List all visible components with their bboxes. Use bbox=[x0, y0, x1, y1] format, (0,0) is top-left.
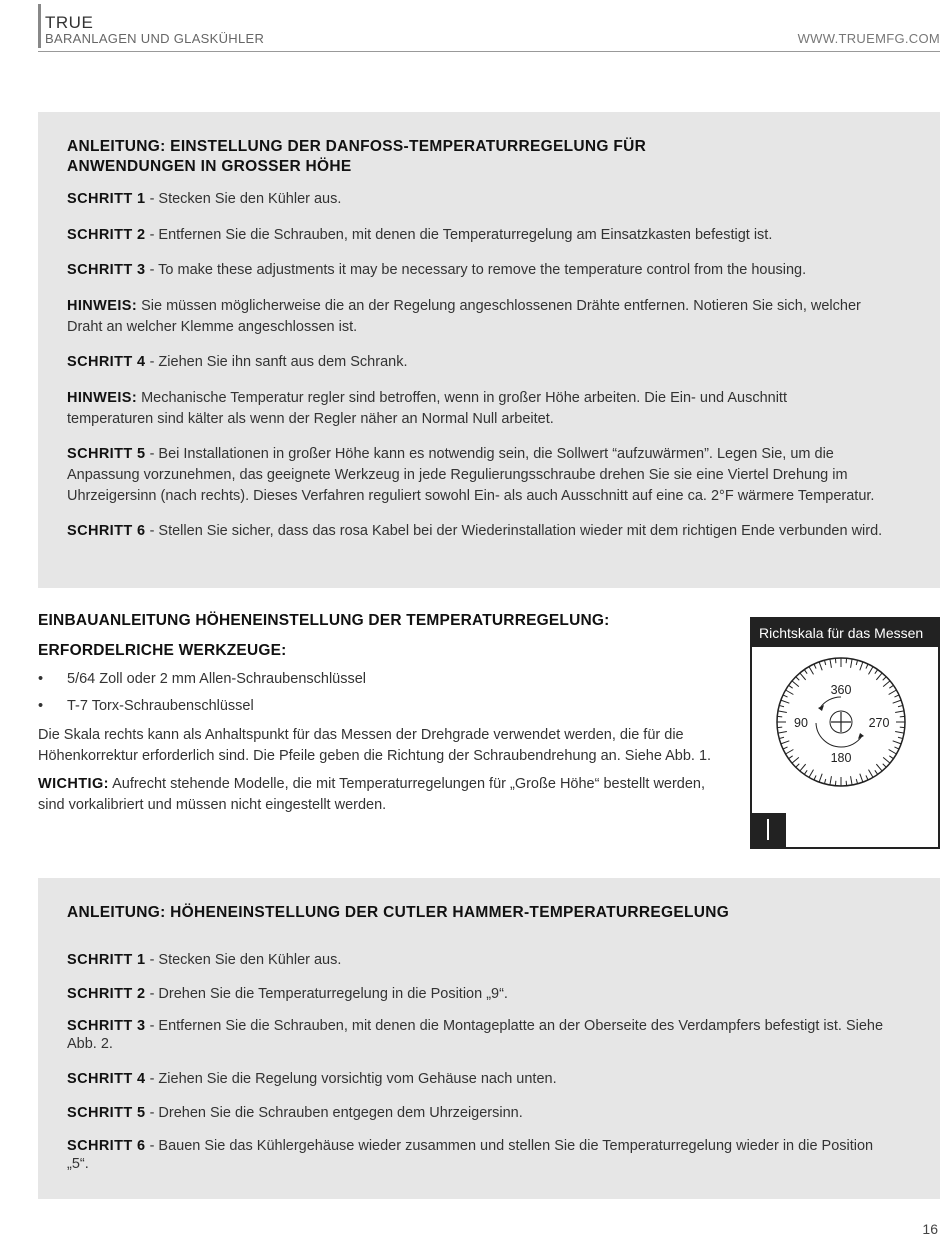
rotation-arc-bottom bbox=[816, 723, 841, 747]
dial-tick bbox=[800, 673, 806, 680]
dial-tick bbox=[893, 700, 901, 703]
cutler-hammer-instructions-box bbox=[38, 878, 940, 1199]
figure-number-mark bbox=[767, 819, 769, 840]
install-title: EINBAUANLEITUNG HÖHENEINSTELLUNG DER TEMPERATURREGELUNG: bbox=[38, 612, 610, 629]
danfoss-instructions-box bbox=[38, 112, 940, 588]
step-text: - Stecken Sie den Kühler aus. bbox=[149, 191, 342, 207]
danfoss-step-3 bbox=[67, 260, 806, 281]
dial-title: Richtskala für das Messen bbox=[752, 619, 938, 647]
step-label: SCHRITT 4 bbox=[67, 354, 146, 370]
dial-tick bbox=[883, 764, 887, 768]
dial-tick bbox=[876, 764, 882, 771]
cutler-step-3 bbox=[67, 1017, 883, 1053]
step-text: - Stecken Sie den Kühler aus. bbox=[149, 952, 342, 968]
step-label: SCHRITT 5 bbox=[67, 1105, 146, 1121]
header-subtitle: BARANLAGEN UND GLASKÜHLER bbox=[45, 31, 265, 46]
cutler-step-6 bbox=[67, 1137, 873, 1173]
dial-tick bbox=[819, 662, 822, 670]
step-text: - Stellen Sie sicher, dass das rosa Kabel bei der Wiederinstallation wieder mit dem richtigen Ende verbunden wird. bbox=[149, 523, 883, 539]
danfoss-step-1 bbox=[67, 189, 341, 210]
brand-name: TRUE bbox=[45, 13, 94, 32]
bullet-glyph: • bbox=[38, 671, 44, 687]
dial-tick bbox=[830, 659, 832, 668]
dial-tick bbox=[796, 677, 800, 681]
danfoss-heading-line: ANWENDUNGEN IN GROSSER HÖHE bbox=[67, 158, 352, 175]
dial-tick bbox=[824, 779, 825, 784]
website-url: WWW.TRUEMFG.COM bbox=[797, 31, 940, 46]
cutler-step-1 bbox=[67, 950, 341, 971]
step-label: SCHRITT 4 bbox=[67, 1071, 146, 1087]
step-label: SCHRITT 1 bbox=[67, 952, 146, 968]
dial-tick bbox=[895, 711, 904, 713]
dial-tick bbox=[883, 677, 887, 681]
dial-tick bbox=[800, 764, 806, 771]
tools-title: ERFORDELRICHE WERKZEUGE: bbox=[38, 642, 287, 659]
dial-tick bbox=[778, 711, 787, 713]
dial-tick bbox=[856, 660, 857, 665]
dial-tick bbox=[830, 776, 832, 785]
step-text: - Ziehen Sie die Regelung vorsichtig vom Gehäuse nach unten. bbox=[149, 1071, 557, 1087]
measuring-dial-figure bbox=[750, 617, 940, 849]
step-text: - Entfernen Sie die Schrauben, mit denen die Montageplatte an der Oberseite des Verdampfers befestigt ist. Siehe bbox=[149, 1018, 884, 1034]
note-text: Sie müssen möglicherweise die an der Regelung angeschlossenen Drähte entfernen. Notieren Sie sich, welcher bbox=[141, 298, 861, 314]
dial-tick bbox=[866, 775, 868, 780]
step-text: - Drehen Sie die Temperaturregelung in die Position „9“. bbox=[149, 986, 508, 1002]
note-label: HINWEIS: bbox=[67, 390, 138, 406]
important-note bbox=[38, 774, 728, 816]
dial-tick bbox=[898, 705, 903, 706]
dial-tick bbox=[860, 774, 863, 782]
dial-tick bbox=[866, 664, 868, 669]
step-text: Uhrzeigersinn (nach rechts). Dieses Verfahren reguliert sowohl Ein- als auch Ausschnitt auf eine ca. 2°F wärmere Temperatur. bbox=[67, 488, 875, 504]
paragraph-line: Die Skala rechts kann als Anhaltspunkt für das Messen der Drehgrade verwendet werden, die für die bbox=[38, 727, 684, 743]
header-accent-bar bbox=[38, 4, 41, 48]
step-text: - To make these adjustments it may be necessary to remove the temperature control from the housing. bbox=[149, 262, 807, 278]
dial-tick bbox=[814, 664, 816, 669]
dial-tick bbox=[809, 770, 814, 778]
dial-tick bbox=[796, 764, 800, 768]
dial-tick bbox=[856, 779, 857, 784]
dial-tick bbox=[851, 659, 853, 668]
danfoss-step-5 bbox=[67, 444, 874, 507]
paragraph-line: Höhenkorrektur erforderlich sind. Die Pfeile geben die Richtung der Schraubendrehung an. Siehe Abb. 1. bbox=[38, 748, 712, 764]
dial-tick bbox=[894, 695, 899, 697]
dial-tick bbox=[860, 662, 863, 670]
dial-tick bbox=[894, 747, 899, 749]
dial-tick bbox=[779, 705, 784, 706]
important-text: Aufrecht stehende Modelle, die mit Temperaturregelungen für „Große Höhe“ bestellt werden, bbox=[108, 776, 706, 792]
dial-tick bbox=[883, 757, 890, 763]
dial-tick bbox=[783, 747, 788, 749]
step-text: - Ziehen Sie ihn sanft aus dem Schrank. bbox=[149, 354, 408, 370]
tool-text: T-7 Torx-Schraubenschlüssel bbox=[67, 698, 254, 714]
step-label: SCHRITT 1 bbox=[67, 191, 146, 207]
tool-text: 5/64 Zoll oder 2 mm Allen-Schraubenschlüssel bbox=[67, 671, 367, 687]
figure-number-badge bbox=[752, 813, 786, 847]
note-label: HINWEIS: bbox=[67, 298, 138, 314]
dial-tick bbox=[889, 690, 897, 695]
step-label: SCHRITT 2 bbox=[67, 227, 146, 243]
note-text: Draht an welcher Klemme angeschlossen ist. bbox=[67, 319, 358, 335]
dial-tick bbox=[809, 667, 814, 675]
danfoss-step-6 bbox=[67, 521, 882, 542]
dial-tick bbox=[824, 660, 825, 665]
step-text: Abb. 2. bbox=[67, 1036, 113, 1052]
dial-tick bbox=[898, 737, 903, 738]
dial-tick bbox=[876, 673, 882, 680]
page-header bbox=[38, 0, 940, 52]
dial-tick bbox=[895, 732, 904, 734]
step-label: SCHRITT 3 bbox=[67, 1018, 146, 1034]
dial-tick bbox=[851, 776, 853, 785]
danfoss-note-1 bbox=[67, 296, 861, 338]
dial-tick bbox=[786, 750, 794, 755]
cutler-step-2 bbox=[67, 984, 508, 1005]
step-label: SCHRITT 3 bbox=[67, 262, 146, 278]
dial-tick bbox=[869, 667, 874, 675]
cutler-step-4 bbox=[67, 1069, 557, 1090]
danfoss-step-2 bbox=[67, 225, 772, 246]
step-text: - Entfernen Sie die Schrauben, mit denen die Temperaturregelung am Einsatzkasten befestigt ist. bbox=[149, 227, 773, 243]
step-text: Anpassung vorzunehmen, das geeignete Werkzeug in jede Regulierungsschraube drehen Sie sie eine Viertel Drehung im bbox=[67, 467, 848, 483]
dial-tick bbox=[792, 681, 799, 687]
dial-tick bbox=[883, 681, 890, 687]
dial-tick bbox=[778, 732, 787, 734]
dial-label-90: 90 bbox=[794, 716, 808, 730]
step-label: SCHRITT 6 bbox=[67, 523, 146, 539]
cutler-heading: ANLEITUNG: HÖHENEINSTELLUNG DER CUTLER HAMMER-TEMPERATURREGELUNG bbox=[67, 904, 730, 921]
dial-tick bbox=[819, 774, 822, 782]
dial-tick bbox=[781, 741, 789, 744]
step-text: - Drehen Sie die Schrauben entgegen dem Uhrzeigersinn. bbox=[149, 1105, 523, 1121]
dial-label-270: 270 bbox=[868, 716, 890, 730]
cutler-step-5 bbox=[67, 1103, 523, 1124]
dial-tick bbox=[792, 757, 799, 763]
danfoss-heading-line: ANLEITUNG: EINSTELLUNG DER DANFOSS-TEMPERATURREGELUNG FÜR bbox=[67, 138, 647, 155]
dial-tick bbox=[893, 741, 901, 744]
step-text: „5“. bbox=[67, 1156, 89, 1172]
dial-tick bbox=[786, 690, 794, 695]
dial-tick bbox=[889, 750, 897, 755]
important-text: sind vorkalibriert und müssen nicht eingestellt werden. bbox=[38, 797, 387, 813]
bullet-glyph: • bbox=[38, 698, 44, 714]
dial-tick bbox=[814, 775, 816, 780]
dial-label-180: 180 bbox=[830, 751, 852, 765]
important-label: WICHTIG: bbox=[38, 776, 109, 792]
step-label: SCHRITT 2 bbox=[67, 986, 146, 1002]
danfoss-heading bbox=[67, 137, 646, 177]
page-number: 16 bbox=[922, 1221, 938, 1237]
danfoss-note-2 bbox=[67, 388, 787, 430]
dial-tick bbox=[783, 695, 788, 697]
note-text: Mechanische Temperatur regler sind betroffen, wenn in großer Höhe arbeiten. Die Ein- und Auschnitt bbox=[141, 390, 787, 406]
dial-tick bbox=[781, 700, 789, 703]
note-text: temperaturen sind kälter als wenn der Regler näher an Normal Null arbeitet. bbox=[67, 411, 554, 427]
step-text: - Bei Installationen in großer Höhe kann es notwendig sein, die Sollwert “aufzuwärmen”. Legen Sie, um die bbox=[149, 446, 834, 462]
dial-label-360: 360 bbox=[830, 683, 852, 697]
dial-tick bbox=[779, 737, 784, 738]
step-label: SCHRITT 5 bbox=[67, 446, 146, 462]
dial-tick bbox=[869, 770, 874, 778]
install-paragraph bbox=[38, 725, 728, 767]
danfoss-step-4 bbox=[67, 352, 407, 373]
step-label: SCHRITT 6 bbox=[67, 1138, 146, 1154]
step-text: - Bauen Sie das Kühlergehäuse wieder zusammen und stellen Sie die Temperaturregelung wieder in die Position bbox=[149, 1138, 874, 1154]
